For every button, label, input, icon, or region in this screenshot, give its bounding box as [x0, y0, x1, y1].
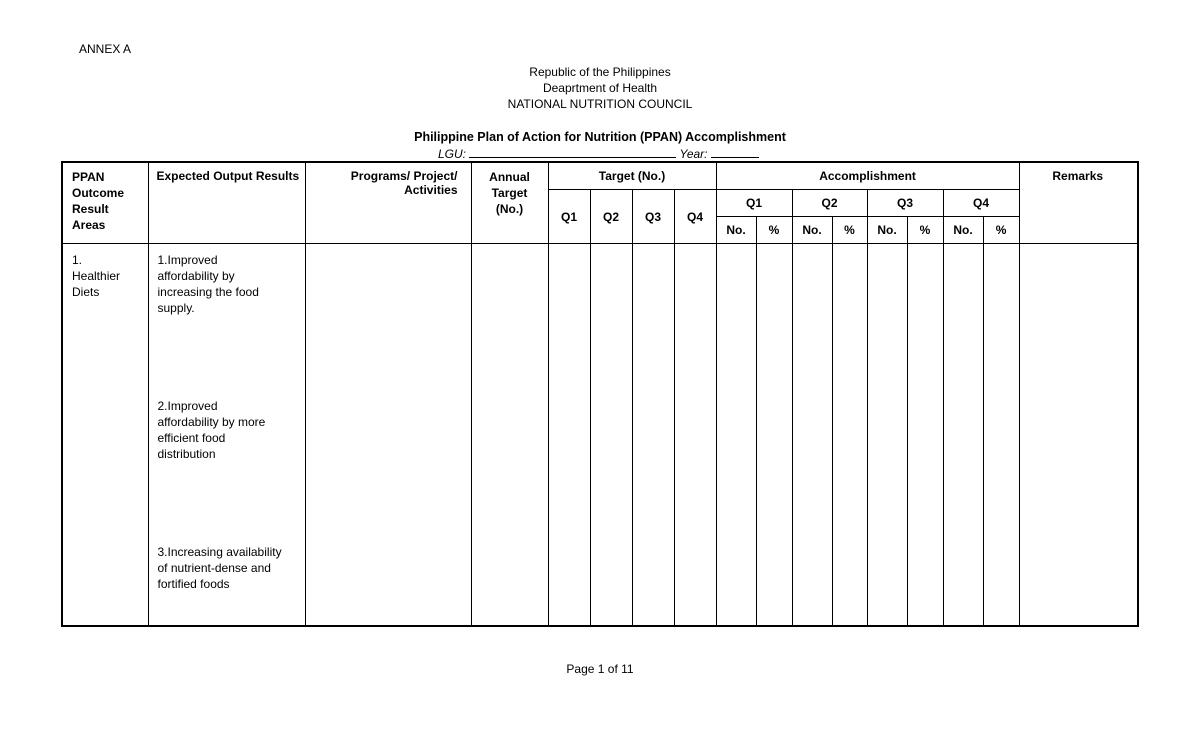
outcome-healthier-diets: 1. Healthier Diets: [72, 253, 121, 299]
expected-output-cell: [148, 244, 305, 627]
page-number: Page 1 of 11: [566, 662, 634, 676]
col-target-group: Target (No.): [548, 162, 716, 190]
col-programs: Programs/ Project/ Activities: [305, 162, 471, 244]
annex-label: ANNEX A: [79, 42, 132, 56]
col-annual-target: Annual Target (No.): [471, 162, 548, 244]
accomp-q2-pct-cell[interactable]: [832, 244, 867, 627]
header-department: Deaprtment of Health: [542, 81, 658, 95]
target-q4: Q4: [674, 190, 716, 244]
col-accomplishment-group: Accomplishment: [716, 162, 1019, 190]
accomp-q3-no-cell[interactable]: [867, 244, 907, 627]
q4-pct: %: [983, 217, 1019, 244]
header-council: NATIONAL NUTRITION COUNCIL: [507, 97, 693, 111]
target-q1-cell[interactable]: [548, 244, 590, 627]
q3-no: No.: [867, 217, 907, 244]
output-item-2: 2.Improved affordability by more efficient food distribution: [157, 399, 266, 461]
accomp-q4-no-cell[interactable]: [943, 244, 983, 627]
q1-no: No.: [716, 217, 756, 244]
accomp-q1-pct-cell[interactable]: [756, 244, 792, 627]
col-ppan-outcome: PPAN Outcome Result Areas: [62, 162, 148, 244]
header-republic: Republic of the Philippines: [529, 65, 671, 79]
col-remarks: Remarks: [1019, 162, 1138, 244]
annual-target-cell[interactable]: [471, 244, 548, 627]
year-label: Year:: [679, 147, 708, 161]
target-q3-cell[interactable]: [632, 244, 674, 627]
accomp-q4: Q4: [943, 190, 1019, 217]
accomp-q2-no-cell[interactable]: [792, 244, 832, 627]
q2-no: No.: [792, 217, 832, 244]
accomp-q4-pct-cell[interactable]: [983, 244, 1019, 627]
document-title: Philippine Plan of Action for Nutrition (PPAN) Accomplishment: [414, 130, 786, 144]
output-item-1: 1.Improved affordability by increasing the food supply.: [157, 253, 259, 315]
programs-cell[interactable]: [305, 244, 471, 627]
q3-pct: %: [907, 217, 943, 244]
lgu-year-line: [438, 146, 759, 161]
outcome-cell: [62, 244, 148, 627]
lgu-label: LGU:: [438, 147, 467, 161]
year-blank[interactable]: [711, 146, 759, 158]
accomp-q1-no-cell[interactable]: [716, 244, 756, 627]
col-expected-output: Expected Output Results: [148, 162, 305, 244]
target-q2-cell[interactable]: [590, 244, 632, 627]
remarks-cell[interactable]: [1019, 244, 1138, 627]
lgu-blank[interactable]: [469, 146, 676, 158]
target-q2: Q2: [590, 190, 632, 244]
q4-no: No.: [943, 217, 983, 244]
target-q3: Q3: [632, 190, 674, 244]
accomp-q3-pct-cell[interactable]: [907, 244, 943, 627]
target-q1: Q1: [548, 190, 590, 244]
q1-pct: %: [756, 217, 792, 244]
accomp-q2: Q2: [792, 190, 867, 217]
q2-pct: %: [832, 217, 867, 244]
output-item-3: 3.Increasing availability of nutrient-dense and fortified foods: [157, 545, 282, 591]
target-q4-cell[interactable]: [674, 244, 716, 627]
accomp-q1: Q1: [716, 190, 792, 217]
accomp-q3: Q3: [867, 190, 943, 217]
ppan-table: [61, 161, 1139, 627]
